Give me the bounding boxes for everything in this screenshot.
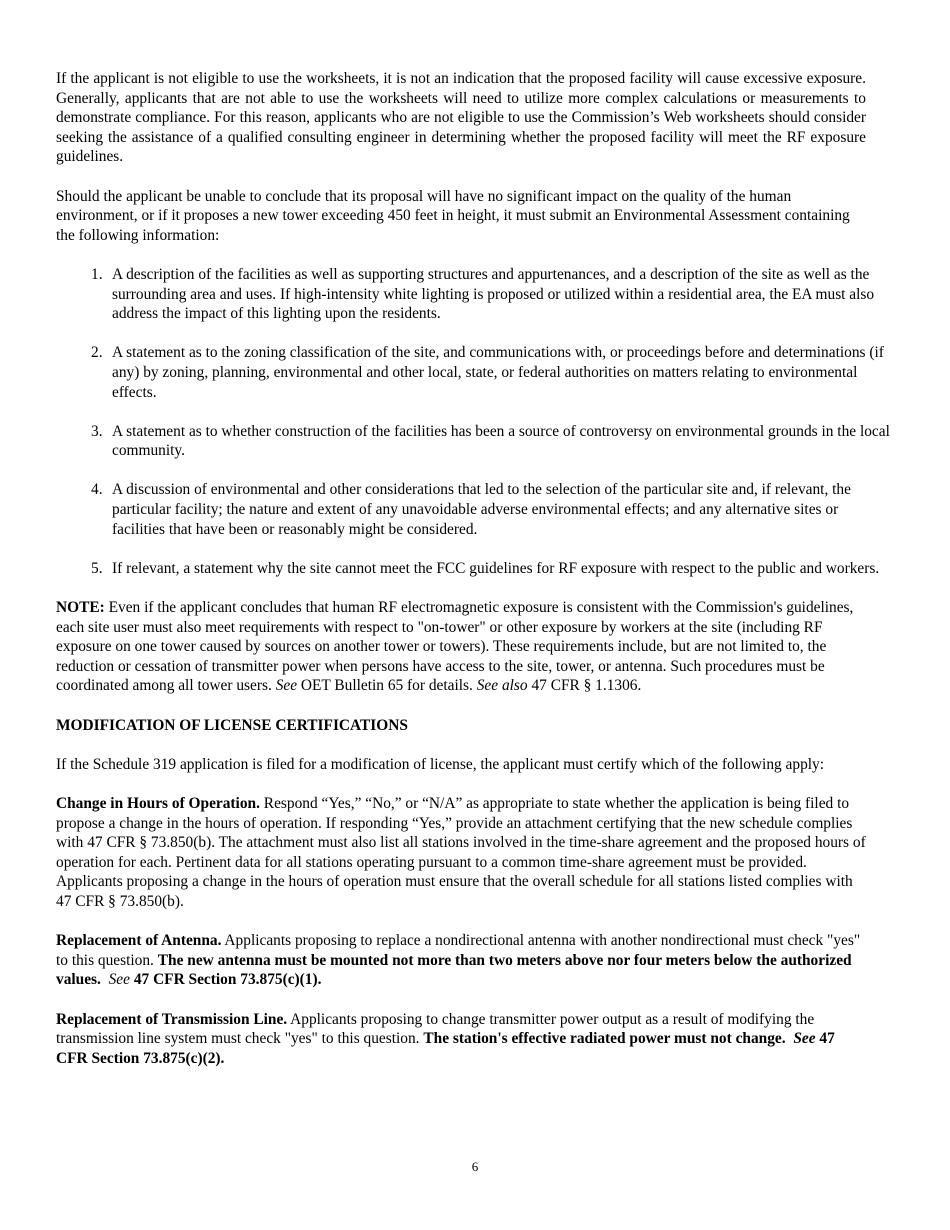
modification-intro: If the Schedule 319 application is filed for a modification of license, the applicant must certify which of the following apply: [56,755,825,773]
line-see: See [793,1030,816,1048]
ea-requirements-list [56,265,890,579]
note-ref-oet: OET Bulletin 65 for details. [297,677,477,695]
list-item [56,480,893,539]
antenna-requirement: The new antenna must be mounted not more than two meters above nor four meters below the authorized values. [56,951,852,989]
note-see-also: See also [476,677,528,695]
intro-paragraph-eligibility: If the applicant is not eligible to use the worksheets, it is not an indication that the proposed facility will cause excessive exposure. Generally, applicants that are not able to use the worksheets will need to utilize more complex calculations or measurements to demonstrate compliance. For this reason, applicants who are not eligible to use the Commission’s Web worksheets should consider seeking the assistance of a qualified consulting engineer in determining whether the proposed facility will meet the RF exposure guidelines. [56,70,866,166]
antenna-ref: 47 CFR Section 73.875(c)(1). [133,971,322,989]
list-item-text: A description of the facilities as well as supporting structures and appurtenances, and a description of the site as well as the surrounding area and uses. If high-intensity white lighting is proposed or utilized within a residential area, the EA must also address the impact of this lighting upon the residents. [112,265,875,323]
note-text: Even if the applicant concludes that human RF electromagnetic exposure is consistent with the Commission's guidelines, each site user must also meet requirements with respect to "on-tower" or other exposure by workers at the site (including RF exposure on one tower caused by sources on another tower or towers). These requirements include, but are not limited to, the reduction or cessation of transmitter power when persons have access to the site, tower, or antenna. Such procedures must be coordinated among all tower users. [56,599,854,695]
list-item [56,559,893,579]
hours-label: Change in Hours of Operation. [56,794,260,812]
page-number: 6 [471,1159,479,1174]
note-see: See [275,677,298,695]
document-page [56,69,890,1088]
note-ref-cfr: 47 CFR § 1.1306. [527,677,642,695]
line-requirement: The station's effective radiated power must not change. [423,1030,786,1048]
antenna-see: See [108,971,130,989]
hours-of-operation-paragraph [56,794,866,912]
intro-paragraph-environmental-assessment: Should the applicant be unable to conclude that its proposal will have no significant impact on the quality of the human environment, or if it proposes a new tower exceeding 450 feet in height, it must submit an Environmental Assessment containing the following information: [56,187,850,244]
list-item [56,265,893,324]
list-item-number: 2. [91,344,103,362]
section-heading: MODIFICATION OF LICENSE CERTIFICATIONS [56,716,408,734]
line-label: Replacement of Transmission Line. [56,1010,288,1028]
list-item-text: A statement as to the zoning classification of the site, and communications with, or proceedings before and determinations (if any) by zoning, planning, environmental and other local, state, or federal authorities on matters relating to environmental effects. [112,344,884,401]
hours-text: Respond “Yes,” “No,” or “N/A” as appropriate to state whether the application is being filed to propose a change in the hours of operation. If responding “Yes,” provide an attachment certifying that the new schedule complies with 47 CFR § 73.850(b). The attachment must also list all stations involved in the time-share agreement and the proposed hours of operation for each. Pertinent data for all stations operating pursuant to a common time-share agreement must be provided. Applicants proposing a change in the hours of operation must ensure that the overall schedule for all stations listed complies with 47 CFR § 73.850(b). [56,794,866,910]
line-text: Applicants proposing to change transmitter power output as a result of modifying the transmission line system must check "yes" to this question. [56,1010,815,1048]
note-label: NOTE: [56,599,105,617]
list-item-number: 1. [91,265,103,283]
replacement-transmission-line-paragraph [56,1010,866,1069]
list-item-text: If relevant, a statement why the site cannot meet the FCC guidelines for RF exposure with respect to the public and workers. [112,559,880,577]
line-ref: 47 CFR Section 73.875(c)(2). [56,1030,835,1067]
antenna-text: Applicants proposing to replace a nondirectional antenna with another nondirectional must check "yes" to this question. [56,932,861,969]
list-item-number: 3. [91,422,103,440]
list-item-number: 4. [91,481,103,499]
list-item [56,343,893,402]
antenna-label: Replacement of Antenna. [56,932,222,950]
list-item [56,422,893,461]
note-paragraph [56,578,866,696]
replacement-antenna-paragraph [56,931,866,990]
list-item-text: A discussion of environmental and other considerations that led to the selection of the particular site and, if relevant, the particular facility; the nature and extent of any unavoidable adverse environmental effects; and any alternative sites or facilities that have been or reasonably might be considered. [112,481,851,538]
list-item-number: 5. [91,559,103,577]
list-item-text: A statement as to whether construction of the facilities has been a source of controversy on environmental grounds in the local community. [112,422,890,460]
